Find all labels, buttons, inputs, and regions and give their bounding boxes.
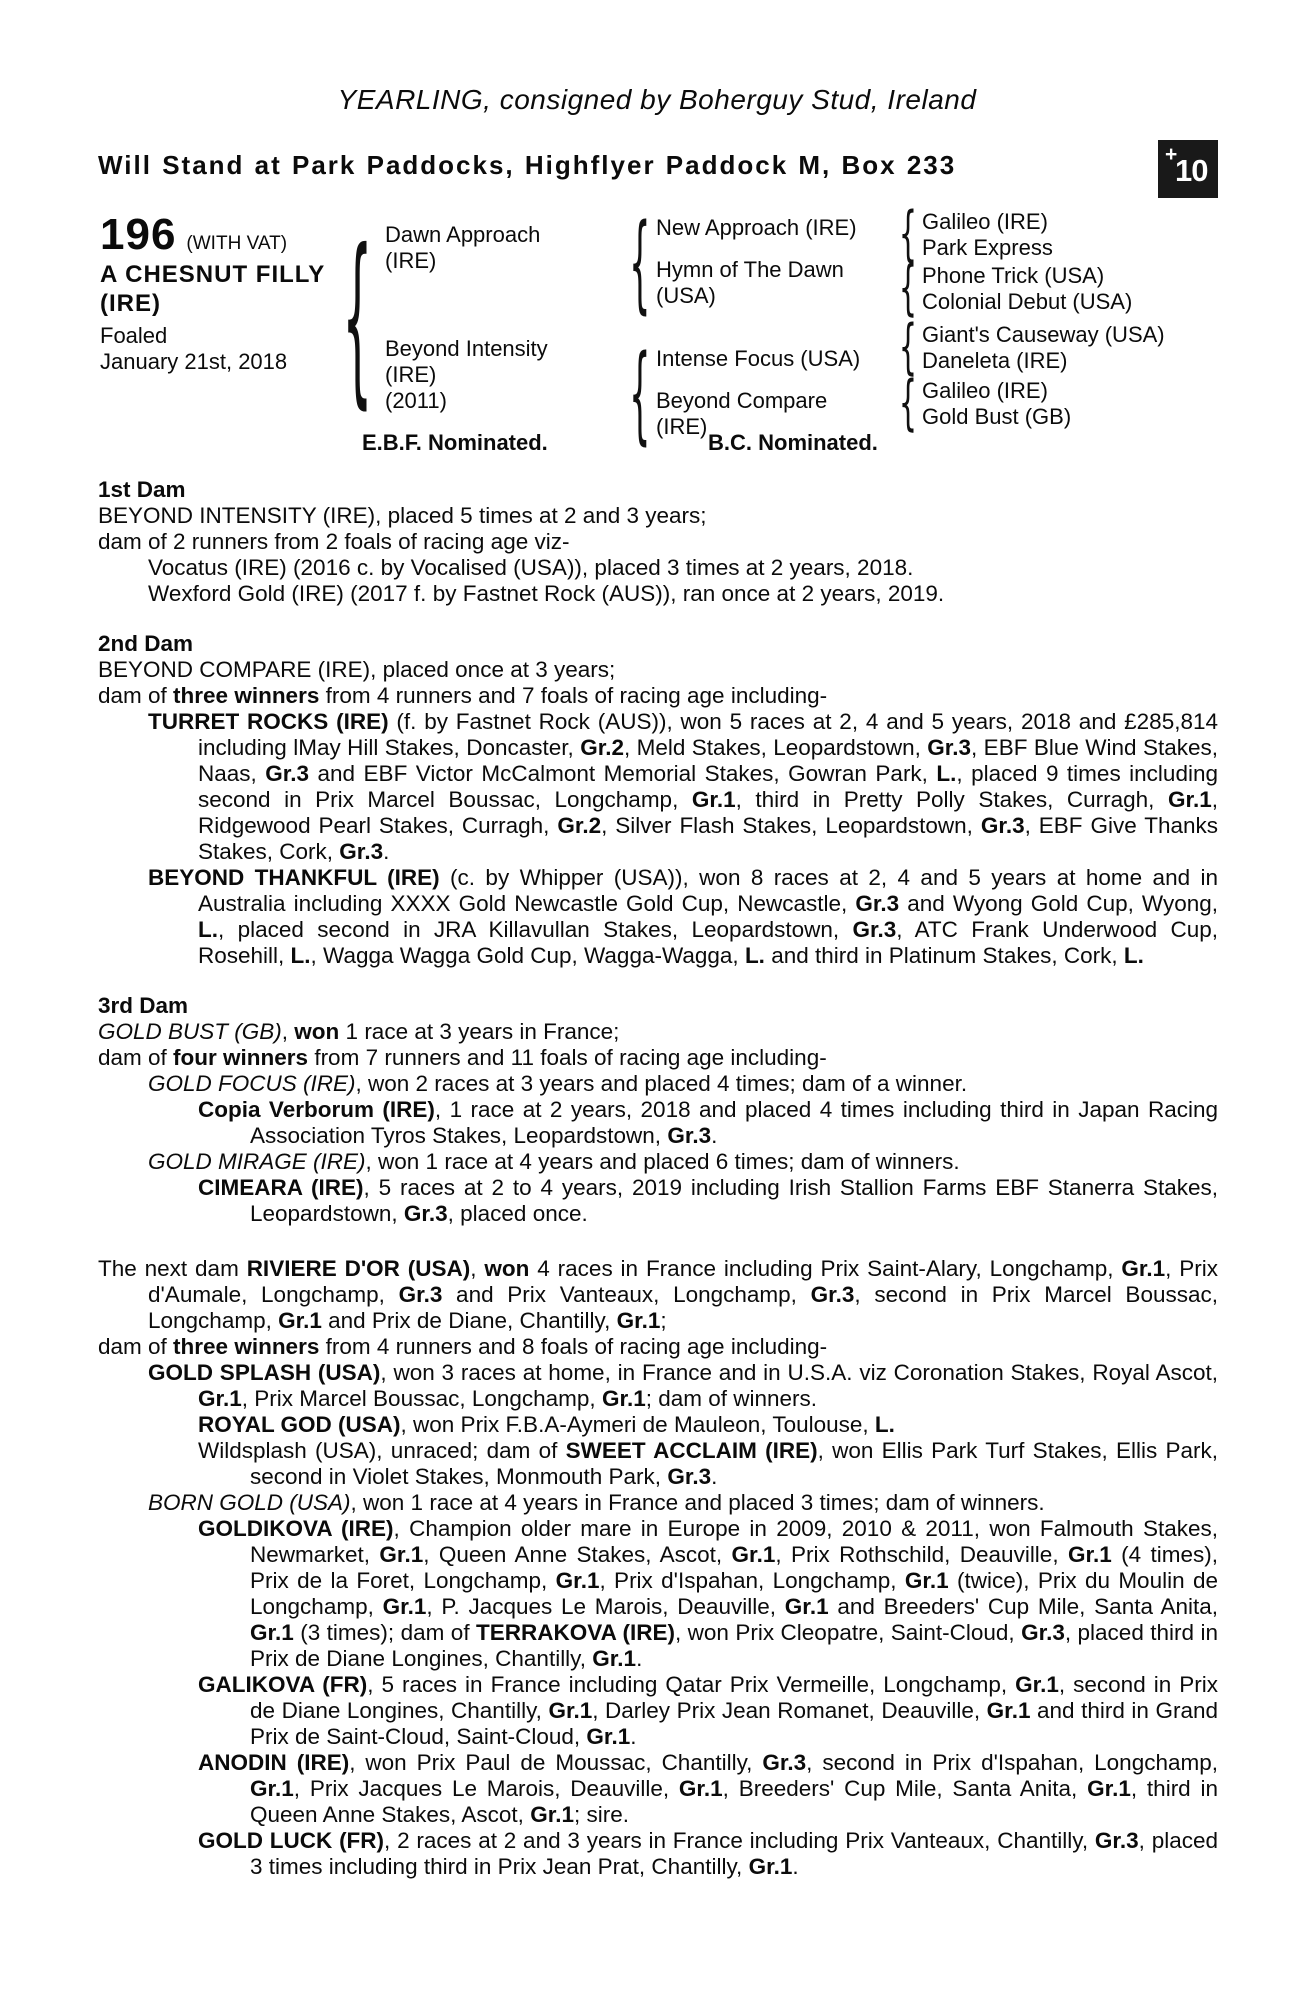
catalogue-paragraph: TURRET ROCKS (IRE) (f. by Fastnet Rock (AUS)), won 5 races at 2, 4 and 5 years, 2018 and £285,814 including lMay Hill Stakes, Doncaster, Gr.2, Meld Stakes, Leopardstown, Gr.3, EBF Blue Wind Stakes, Naas, Gr.3 and EBF Victor McCalmont Memorial Stakes, Gowran Park, L., placed 9 times including second in Prix Marcel Boussac, Longchamp, Gr.1, third in Pretty Polly Stakes, Curragh, Gr.1, Ridgewood Pearl Stakes, Curragh, Gr.2, Silver Flash Stakes, Leopardstown, Gr.3, EBF Give Thanks Stakes, Cork, Gr.3. — [148, 709, 1219, 864]
pedigree-brace: { — [342, 211, 373, 427]
page-title: YEARLING, consigned by Boherguy Stud, Ireland — [337, 84, 977, 115]
lot-row — [100, 212, 287, 258]
plus-icon: + — [1165, 143, 1178, 166]
horse-name-block — [100, 260, 380, 375]
foaled-label: Foaled — [100, 323, 168, 348]
section-next-dam — [98, 1256, 1218, 1880]
catalogue-paragraph: dam of four winners from 7 runners and 11 foals of racing age including- — [98, 1045, 827, 1070]
ggp-pair-4: Galileo (IRE) Gold Bust (GB) — [922, 378, 1072, 429]
ggp-pair-3: Giant's Causeway (USA) Daneleta (IRE) — [922, 322, 1165, 373]
catalogue-paragraph: GOLD SPLASH (USA), won 3 races at home, in France and in U.S.A. viz Coronation Stakes, Royal Ascot, Gr.1, Prix Marcel Boussac, Longchamp, Gr.1; dam of winners. — [148, 1360, 1218, 1411]
catalogue-paragraph: The next dam RIVIERE D'OR (USA), won 4 races in France including Prix Saint-Alary, Longchamp, Gr.1, Prix d'Aumale, Longchamp, Gr.3 and Prix Vanteaux, Longchamp, Gr.3, second in Prix Marcel Boussac, Longchamp, Gr.1 and Prix de Diane, Chantilly, Gr.1; — [98, 1256, 1218, 1333]
catalogue-paragraph: BEYOND INTENSITY (IRE), placed 5 times at 2 and 3 years; — [98, 503, 707, 528]
catalogue-paragraph: GOLD BUST (GB), won 1 race at 3 years in France; — [98, 1019, 620, 1044]
catalogue-paragraph: dam of three winners from 4 runners and 8 foals of racing age including- — [98, 1334, 828, 1359]
catalogue-paragraph: GOLD MIRAGE (IRE), won 1 race at 4 years and placed 6 times; dam of winners. — [148, 1149, 960, 1174]
horse-suffix: (IRE) — [100, 290, 161, 317]
catalogue-paragraph: CIMEARA (IRE), 5 races at 2 to 4 years, 2019 including Irish Stallion Farms EBF Stanerra Stakes, Leopardstown, Gr.3, placed once. — [198, 1175, 1218, 1226]
catalogue-paragraph: Wildsplash (USA), unraced; dam of SWEET ACCLAIM (IRE), won Ellis Park Turf Stakes, Ellis Park, second in Violet Stakes, Monmouth Park, Gr.3. — [198, 1438, 1219, 1489]
section-paragraphs — [98, 1019, 1218, 1227]
catalogue-paragraph: BEYOND COMPARE (IRE), placed once at 3 years; — [98, 657, 616, 682]
dam-dam-name: Beyond Compare (IRE) — [656, 388, 828, 439]
catalogue-paragraph: BORN GOLD (USA), won 1 race at 4 years in France and placed 3 times; dam of winners. — [148, 1490, 1045, 1515]
pedigree-brace: { — [898, 312, 918, 382]
pedigree-text — [98, 477, 1218, 1904]
section-1st-dam — [98, 477, 1218, 607]
catalogue-paragraph: dam of 2 runners from 2 foals of racing age viz- — [98, 529, 570, 554]
catalogue-paragraph: Wexford Gold (IRE) (2017 f. by Fastnet Rock (AUS)), ran once at 2 years, 2019. — [148, 581, 945, 606]
sire-dam-name: Hymn of The Dawn (USA) — [656, 257, 844, 308]
pedigree-brace: { — [898, 199, 918, 269]
sire-sire-name: New Approach (IRE) — [656, 215, 857, 240]
foaled-date: January 21st, 2018 — [100, 349, 288, 374]
section-heading: 2nd Dam — [98, 631, 194, 656]
section-3rd-dam — [98, 993, 1218, 1227]
pedigree-brace: { — [898, 253, 918, 323]
bc-nominated: B.C. Nominated. — [708, 430, 878, 455]
dam-sire-name: Intense Focus (USA) — [656, 346, 861, 371]
horse-name: A CHESNUT FILLY — [100, 261, 326, 288]
pedigree-brace: { — [898, 368, 918, 438]
pedigree-brace: { — [629, 202, 651, 326]
catalogue-paragraph: GOLDIKOVA (IRE), Champion older mare in Europe in 2009, 2010 & 2011, won Falmouth Stakes, Newmarket, Gr.1, Queen Anne Stakes, Ascot, Gr.1, Prix Rothschild, Deauville, Gr.1 (4 times), Prix de la Foret, Longchamp, Gr.1, Prix d'Ispahan, Longchamp, Gr.1 (twice), Prix du Moulin de Longchamp, Gr.1, P. Jacques Le Marois, Deauville, Gr.1 and Breeders' Cup Mile, Santa Anita, Gr.1 (3 times); dam of TERRAKOVA (IRE), won Prix Cleopatre, Saint-Cloud, Gr.3, placed third in Prix de Diane Longines, Chantilly, Gr.1. — [198, 1516, 1219, 1671]
catalogue-paragraph: Copia Verborum (IRE), 1 race at 2 years, 2018 and placed 4 times including third in Japan Racing Association Tyros Stakes, Leopardstown, Gr.3. — [198, 1097, 1218, 1148]
catalogue-paragraph: BEYOND THANKFUL (IRE) (c. by Whipper (USA)), won 8 races at 2, 4 and 5 years at home and in Australia including XXXX Gold Newcastle Gold Cup, Newcastle, Gr.3 and Wyong Gold Cup, Wyong, L., placed second in JRA Killavullan Stakes, Leopardstown, Gr.3, ATC Frank Underwood Cup, Rosehill, L., Wagga Wagga Gold Cup, Wagga-Wagga, L. and third in Platinum Stakes, Cork, L. — [148, 865, 1219, 968]
ggp-pair-2: Phone Trick (USA) Colonial Debut (USA) — [922, 263, 1133, 314]
section-heading: 1st Dam — [98, 477, 186, 502]
sire-name: Dawn Approach (IRE) — [385, 222, 541, 273]
ggp-pair-1: Galileo (IRE) Park Express — [922, 209, 1053, 260]
section-paragraphs — [98, 1256, 1218, 1880]
catalogue-paragraph: GOLD LUCK (FR), 2 races at 2 and 3 years in France including Prix Vanteaux, Chantilly, Gr.3, placed 3 times including third in Prix Jean Prat, Chantilly, Gr.1. — [198, 1828, 1218, 1879]
section-2nd-dam — [98, 631, 1218, 969]
lot-vat-note: (WITH VAT) — [186, 233, 288, 254]
catalogue-paragraph: ANODIN (IRE), won Prix Paul de Moussac, Chantilly, Gr.3, second in Prix d'Ispahan, Longchamp, Gr.1, Prix Jacques Le Marois, Deauville, Gr.1, Breeders' Cup Mile, Santa Anita, Gr.1, third in Queen Anne Stakes, Ascot, Gr.1; sire. — [198, 1750, 1218, 1827]
section-paragraphs — [98, 657, 1218, 969]
catalogue-paragraph: GOLD FOCUS (IRE), won 2 races at 3 years and placed 4 times; dam of a winner. — [148, 1071, 968, 1096]
lot-number: 196 — [100, 210, 177, 259]
catalogue-paragraph: ROYAL GOD (USA), won Prix F.B.A-Aymeri de Mauleon, Toulouse, L. — [198, 1412, 895, 1437]
catalogue-paragraph: dam of three winners from 4 runners and 7 foals of racing age including- — [98, 683, 828, 708]
book-10-logo — [1158, 140, 1218, 198]
stand-location-line: Will Stand at Park Paddocks, Highflyer Paddock M, Box 233 — [98, 150, 957, 180]
section-heading: 3rd Dam — [98, 993, 189, 1018]
book-number: 10 — [1175, 153, 1208, 188]
catalogue-paragraph: Vocatus (IRE) (2016 c. by Vocalised (USA)), placed 3 times at 2 years, 2018. — [148, 555, 914, 580]
catalogue-paragraph: GALIKOVA (FR), 5 races in France including Qatar Prix Vermeille, Longchamp, Gr.1, second in Prix de Diane Longines, Chantilly, Gr.1, Darley Prix Jean Romanet, Deauville, Gr.1 and third in Grand Prix de Saint-Cloud, Saint-Cloud, Gr.1. — [198, 1672, 1218, 1749]
dam-name: Beyond Intensity (IRE) (2011) — [385, 336, 548, 413]
ebf-nominated: E.B.F. Nominated. — [362, 430, 548, 455]
pedigree-brace: { — [629, 333, 651, 457]
section-paragraphs — [98, 503, 1218, 607]
